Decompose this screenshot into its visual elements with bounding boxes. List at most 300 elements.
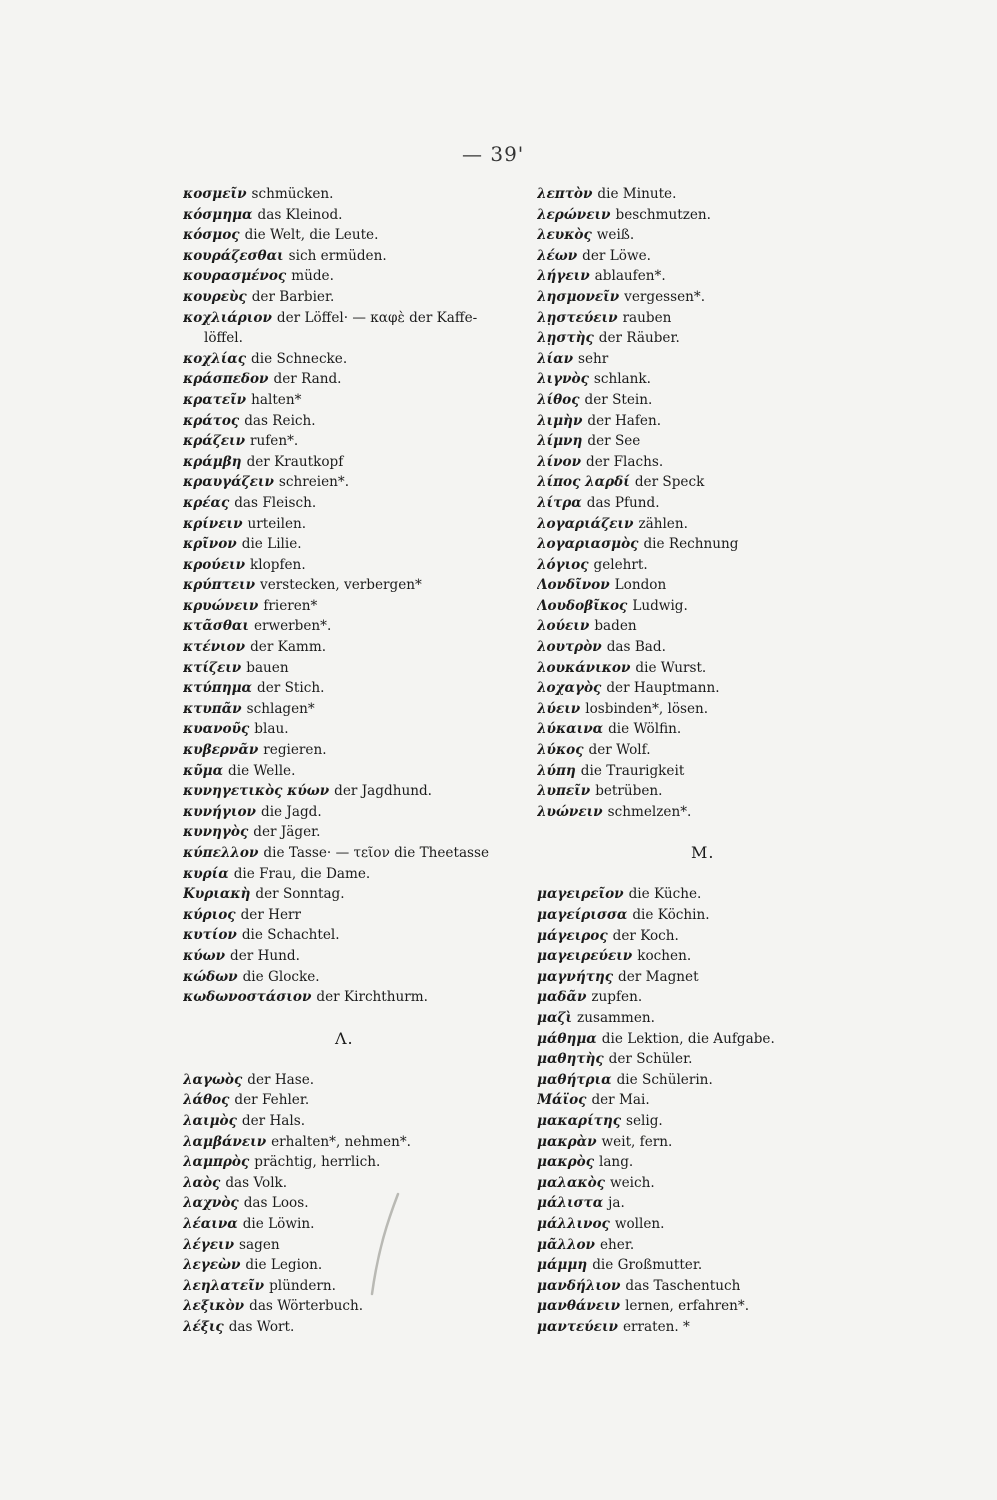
dictionary-entry <box>183 1070 528 1091</box>
greek-headword: λογαριάζειν <box>537 515 634 532</box>
german-translation: der Hase. <box>247 1071 315 1088</box>
german-translation: der Barbier. <box>251 288 335 305</box>
dictionary-entry <box>183 864 528 885</box>
dictionary-entry <box>183 1193 528 1214</box>
german-translation: die Frau, die Dame. <box>233 865 371 882</box>
german-translation: der Speck <box>634 474 705 491</box>
greek-headword: κυνήγιον <box>183 803 256 820</box>
german-translation: die Traurigkeit <box>580 762 685 779</box>
dictionary-entry <box>183 1173 528 1194</box>
german-translation: die Jagd. <box>261 803 322 820</box>
german-translation: lang. <box>598 1154 634 1171</box>
greek-headword: λευκὸς <box>537 227 592 244</box>
german-translation: gelehrt. <box>593 556 648 573</box>
greek-headword: Μάϊος <box>537 1092 587 1109</box>
dictionary-entry <box>537 946 837 967</box>
dictionary-entry <box>183 287 528 308</box>
greek-headword: λίπος λαρδί <box>537 474 630 491</box>
greek-headword: μακρὰν <box>537 1133 597 1150</box>
dictionary-entry <box>537 431 837 452</box>
dictionary-entry <box>537 452 837 473</box>
german-translation: müde. <box>291 268 334 285</box>
german-translation: der Krautkopf <box>246 453 344 470</box>
right-column <box>537 184 837 1337</box>
dictionary-entry <box>183 781 528 802</box>
greek-headword: λύκαινα <box>537 721 604 738</box>
greek-headword: κρυώνειν <box>183 597 259 614</box>
german-translation: das Wort. <box>228 1318 295 1335</box>
german-translation: losbinden*, lösen. <box>585 700 709 717</box>
german-translation: baden <box>594 618 637 635</box>
dictionary-entry <box>183 719 528 740</box>
greek-headword: μακαρίτης <box>537 1112 621 1129</box>
dictionary-entry <box>183 308 528 329</box>
german-translation: verstecken, verbergen* <box>260 577 422 594</box>
greek-headword: λυπεῖν <box>537 783 591 800</box>
german-translation: das Pfund. <box>586 494 660 511</box>
dictionary-entry <box>537 1317 837 1338</box>
dictionary-entry <box>183 884 528 905</box>
german-translation: der Hals. <box>241 1112 306 1129</box>
german-translation: weich. <box>609 1174 655 1191</box>
greek-headword: λέξις <box>183 1318 224 1335</box>
dictionary-entry <box>537 308 837 329</box>
greek-headword: κρύπτειν <box>183 577 256 594</box>
greek-headword: μαζὶ <box>537 1009 573 1026</box>
german-translation: das Loos. <box>243 1195 309 1212</box>
greek-headword: λουτρὸν <box>537 639 602 656</box>
greek-headword: κώδων <box>183 968 238 985</box>
dictionary-entry <box>183 658 528 679</box>
dictionary-entry <box>183 534 528 555</box>
german-translation: das Kleinod. <box>257 206 343 223</box>
dictionary-entry <box>183 1255 528 1276</box>
greek-headword: μαδᾶν <box>537 989 587 1006</box>
german-translation: klopfen. <box>250 556 306 573</box>
german-translation: erwerben*. <box>253 618 332 635</box>
dictionary-entry <box>183 637 528 658</box>
german-translation: erraten. * <box>622 1318 690 1335</box>
section-heading: M. <box>691 843 715 863</box>
dictionary-entry <box>537 1235 837 1256</box>
greek-headword: λαμπρὸς <box>183 1154 250 1171</box>
dictionary-entry <box>537 225 837 246</box>
dictionary-entry <box>183 967 528 988</box>
german-translation: betrüben. <box>595 783 663 800</box>
dictionary-entry <box>183 266 528 287</box>
greek-headword: κρῖνον <box>183 536 237 553</box>
dictionary-entry <box>183 1132 528 1153</box>
greek-headword: λέων <box>537 247 578 264</box>
dictionary-entry <box>183 802 528 823</box>
dictionary-entry <box>183 740 528 761</box>
page-number: — 39' <box>462 142 525 166</box>
greek-headword: Κυριακὴ <box>183 886 251 903</box>
dictionary-entry <box>537 575 837 596</box>
greek-headword: κύριος <box>183 906 236 923</box>
german-translation: weit, fern. <box>601 1133 673 1150</box>
german-translation: bauen <box>246 659 289 676</box>
greek-headword: λίμνη <box>537 433 583 450</box>
greek-headword: κτένιον <box>183 639 246 656</box>
dictionary-entry <box>537 1111 837 1132</box>
german-translation: rauben <box>622 309 672 326</box>
dictionary-entry <box>183 452 528 473</box>
dictionary-entry <box>537 534 837 555</box>
dictionary-entry <box>537 761 837 782</box>
dictionary-entry <box>183 1235 528 1256</box>
german-translation: Ludwig. <box>632 597 688 614</box>
greek-headword: κῦμα <box>183 762 224 779</box>
greek-headword: κρατεῖν <box>183 391 247 408</box>
dictionary-entry <box>537 884 837 905</box>
german-translation: das Wörterbuch. <box>249 1298 364 1315</box>
dictionary-entry <box>537 390 837 411</box>
greek-headword: κράμβη <box>183 453 242 470</box>
greek-headword: μαγειρεῖον <box>537 886 624 903</box>
german-translation: der Hund. <box>230 947 300 964</box>
german-translation: der Hafen. <box>587 412 662 429</box>
greek-headword: μανθάνειν <box>537 1298 621 1315</box>
greek-headword: λαὸς <box>183 1174 221 1191</box>
german-translation: der Mai. <box>591 1092 650 1109</box>
dictionary-entry <box>537 596 837 617</box>
dictionary-entry <box>537 1214 837 1235</box>
german-translation: prächtig, herrlich. <box>254 1154 381 1171</box>
greek-headword: κουράζεσθαι <box>183 247 284 264</box>
greek-headword: Λουδοβῖκος <box>537 597 628 614</box>
greek-headword: κυβερνᾶν <box>183 742 259 759</box>
german-translation: der Stein. <box>584 391 653 408</box>
greek-headword: κράσπεδον <box>183 371 269 388</box>
german-translation: der Rand. <box>273 371 342 388</box>
greek-headword: κράτος <box>183 412 240 429</box>
dictionary-entry <box>183 1276 528 1297</box>
german-translation: erhalten*, nehmen*. <box>271 1133 411 1150</box>
dictionary-entry <box>537 555 837 576</box>
german-translation: der Räuber. <box>598 330 680 347</box>
dictionary-entry <box>537 1049 837 1070</box>
dictionary-entry <box>537 514 837 535</box>
dictionary-entry <box>537 1090 837 1111</box>
greek-headword: λάθος <box>183 1092 230 1109</box>
greek-headword: κοσμεῖν <box>183 186 247 202</box>
greek-headword: λίθος <box>537 391 580 408</box>
dictionary-entry <box>537 328 837 349</box>
dictionary-entry <box>183 205 528 226</box>
greek-headword: κρούειν <box>183 556 246 573</box>
greek-headword: λίαν <box>537 350 574 367</box>
greek-headword: λαιμὸς <box>183 1112 237 1129</box>
german-translation: der Löwe. <box>582 247 651 264</box>
greek-headword: λεηλατεῖν <box>183 1277 265 1294</box>
german-translation: die Legion. <box>245 1257 323 1274</box>
german-translation: London <box>614 577 667 594</box>
dictionary-entry <box>537 967 837 988</box>
greek-headword: κυνηγετικὸς κύων <box>183 783 330 800</box>
dictionary-entry <box>537 987 837 1008</box>
dictionary-entry <box>537 1173 837 1194</box>
dictionary-entry <box>183 987 528 1008</box>
greek-headword: λαμβάνειν <box>183 1133 267 1150</box>
dictionary-entry <box>537 699 837 720</box>
greek-headword: κύπελλον <box>183 845 259 861</box>
german-translation: die Schnecke. <box>251 350 348 367</box>
german-translation: zählen. <box>638 515 688 532</box>
dictionary-entry <box>183 596 528 617</box>
dictionary-entry <box>183 843 528 864</box>
greek-headword: κράζειν <box>183 433 246 450</box>
german-translation: sich ermüden. <box>288 247 387 264</box>
dictionary-entry <box>183 905 528 926</box>
dictionary-entry <box>537 349 837 370</box>
dictionary-entry <box>183 246 528 267</box>
dictionary-entry <box>183 514 528 535</box>
greek-headword: μαλακὸς <box>537 1174 605 1191</box>
dictionary-entry <box>183 555 528 576</box>
dictionary-entry <box>537 266 837 287</box>
greek-headword: λερώνειν <box>537 206 611 223</box>
greek-headword: μακρὸς <box>537 1154 594 1171</box>
german-translation: der Hauptmann. <box>606 680 720 697</box>
dictionary-entry <box>183 761 528 782</box>
german-translation: löffel. <box>204 330 243 347</box>
greek-headword: μάλλινος <box>537 1215 610 1232</box>
greek-headword: κυνηγὸς <box>183 824 249 841</box>
dictionary-entry <box>537 1029 837 1050</box>
greek-headword: μαθητὴς <box>537 1051 604 1068</box>
german-translation: das Fleisch. <box>234 494 317 511</box>
german-translation: die Lilie. <box>241 536 302 553</box>
german-translation: der Löffel· — καφὲ der Kaffe- <box>276 309 478 326</box>
greek-headword: κρίνειν <box>183 515 243 532</box>
greek-headword: κτύπημα <box>183 680 253 697</box>
dictionary-entry <box>537 472 837 493</box>
german-translation: urteilen. <box>247 515 307 532</box>
german-translation: die Küche. <box>628 886 702 903</box>
greek-headword: κτυπᾶν <box>183 700 242 717</box>
dictionary-entry <box>537 637 837 658</box>
german-translation: der Flachs. <box>586 453 664 470</box>
german-translation: die Löwin. <box>242 1215 315 1232</box>
dictionary-entry <box>183 184 528 205</box>
greek-headword: λαχνὸς <box>183 1195 239 1212</box>
greek-headword: κόσμος <box>183 227 240 244</box>
greek-headword: λούειν <box>537 618 590 635</box>
greek-headword: λύκος <box>537 742 584 759</box>
german-translation: der Jagdhund. <box>334 783 432 800</box>
german-translation: der Fehler. <box>234 1092 310 1109</box>
dictionary-entry <box>537 493 837 514</box>
german-translation: der See <box>587 433 641 450</box>
german-translation: blau. <box>254 721 289 738</box>
german-translation: der Stich. <box>257 680 325 697</box>
greek-headword: μάθημα <box>537 1030 597 1047</box>
german-translation: sehr <box>578 350 609 367</box>
dictionary-entry <box>183 616 528 637</box>
german-translation: die Lektion, die Aufgabe. <box>601 1030 775 1047</box>
german-translation: die Großmutter. <box>592 1257 703 1274</box>
greek-headword: λαγωὸς <box>183 1071 243 1088</box>
german-translation: die Minute. <box>597 186 677 202</box>
german-translation: der Schüler. <box>608 1051 693 1068</box>
greek-headword: μάμμη <box>537 1257 588 1274</box>
german-translation: die Welt, die Leute. <box>244 227 379 244</box>
dictionary-entry <box>183 1111 528 1132</box>
greek-headword: κύων <box>183 947 225 964</box>
german-translation: frieren* <box>263 597 318 614</box>
greek-headword: κόσμημα <box>183 206 253 223</box>
dictionary-entry <box>537 1276 837 1297</box>
german-translation: zusammen. <box>577 1009 655 1026</box>
greek-headword: μάγειρος <box>537 927 608 944</box>
german-translation: der Kamm. <box>250 639 327 656</box>
dictionary-entry <box>537 1008 837 1029</box>
dictionary-entry <box>183 1214 528 1235</box>
greek-headword: κτᾶσθαι <box>183 618 249 635</box>
dictionary-entry <box>183 328 528 349</box>
greek-headword: κυρία <box>183 865 229 882</box>
greek-headword: λόγιος <box>537 556 589 573</box>
german-translation: wollen. <box>614 1215 665 1232</box>
dictionary-entry <box>183 1317 528 1338</box>
dictionary-entry <box>183 678 528 699</box>
german-translation: der Magnet <box>618 968 699 985</box>
german-translation: das Bad. <box>606 639 666 656</box>
german-translation: selig. <box>626 1112 663 1129</box>
german-translation: die Glocke. <box>242 968 320 985</box>
dictionary-entry <box>183 575 528 596</box>
greek-headword: λογαριασμὸς <box>537 536 639 553</box>
dictionary-entry <box>537 184 837 205</box>
dictionary-entry <box>183 493 528 514</box>
greek-headword: λέγειν <box>183 1236 235 1253</box>
dictionary-entry <box>183 1296 528 1317</box>
german-translation: sagen <box>239 1236 280 1253</box>
dictionary-entry <box>183 822 528 843</box>
german-translation: plündern. <box>269 1277 336 1294</box>
dictionary-entry <box>183 699 528 720</box>
german-translation: die Welle. <box>228 762 296 779</box>
dictionary-entry <box>537 719 837 740</box>
dictionary-entry <box>183 1152 528 1173</box>
german-translation: schlank. <box>593 371 651 388</box>
greek-headword: Λονδῖνον <box>537 577 610 594</box>
greek-headword: κυανοῦς <box>183 721 250 738</box>
german-translation: der Sonntag. <box>255 886 345 903</box>
german-translation: zupfen. <box>591 989 643 1006</box>
dictionary-entry <box>537 1193 837 1214</box>
greek-headword: λεπτὸν <box>537 186 593 202</box>
greek-headword: λύειν <box>537 700 581 717</box>
greek-headword: μαγειρεύειν <box>537 948 633 965</box>
dictionary-entry <box>537 781 837 802</box>
german-translation: der Herr <box>240 906 302 923</box>
greek-headword: κραυγάζειν <box>183 474 274 491</box>
greek-headword: κουρασμένος <box>183 268 287 285</box>
dictionary-entry <box>183 349 528 370</box>
greek-headword: κρέας <box>183 494 230 511</box>
section-heading: Λ. <box>335 1028 354 1048</box>
dictionary-entry <box>537 246 837 267</box>
greek-headword: κωδωνοστάσιον <box>183 989 312 1006</box>
greek-headword: λουκάνικον <box>537 659 631 676</box>
greek-headword: λίτρα <box>537 494 582 511</box>
greek-headword: κτίζειν <box>183 659 242 676</box>
greek-headword: μαγνήτης <box>537 968 614 985</box>
greek-headword: μανδήλιον <box>537 1277 621 1294</box>
greek-headword: κοχλίας <box>183 350 247 367</box>
german-translation: schreien*. <box>278 474 350 491</box>
german-translation: regieren. <box>263 742 327 759</box>
greek-headword: λιμὴν <box>537 412 583 429</box>
german-translation: der Jäger. <box>253 824 321 841</box>
greek-headword: μᾶλλον <box>537 1236 595 1253</box>
greek-headword: λύπη <box>537 762 576 779</box>
german-translation: die Rechnung <box>643 536 739 553</box>
greek-headword: κοχλιάριον <box>183 309 272 326</box>
dictionary-entry <box>537 205 837 226</box>
dictionary-entry <box>183 1090 528 1111</box>
greek-headword: λῃστὴς <box>537 330 594 347</box>
pencil-mark <box>364 1190 404 1300</box>
dictionary-entry <box>183 411 528 432</box>
greek-headword: λήγειν <box>537 268 590 285</box>
greek-headword: λησμονεῖν <box>537 288 620 305</box>
left-column <box>183 184 528 1337</box>
german-translation: der Wolf. <box>588 742 651 759</box>
dictionary-entry <box>537 1132 837 1153</box>
dictionary-entry <box>537 616 837 637</box>
dictionary-entry <box>537 678 837 699</box>
german-translation: rufen*. <box>250 433 299 450</box>
greek-headword: κυτίον <box>183 927 237 944</box>
greek-headword: λοχαγὸς <box>537 680 602 697</box>
dictionary-entry <box>537 926 837 947</box>
greek-headword: λιγνὸς <box>537 371 589 388</box>
dictionary-entry <box>537 658 837 679</box>
german-translation: die Schachtel. <box>241 927 340 944</box>
dictionary-entry <box>183 225 528 246</box>
german-translation: der Kirchthurm. <box>316 989 428 1006</box>
dictionary-entry <box>537 1296 837 1317</box>
greek-headword: λίνον <box>537 453 582 470</box>
greek-headword: λέαινα <box>183 1215 238 1232</box>
dictionary-entry <box>183 925 528 946</box>
german-translation: das Volk. <box>225 1174 288 1191</box>
german-translation: die Wölfin. <box>608 721 682 738</box>
german-translation: der Koch. <box>612 927 679 944</box>
dictionary-entry <box>537 740 837 761</box>
dictionary-entry <box>537 287 837 308</box>
greek-headword: λεξικὸν <box>183 1298 245 1315</box>
dictionary-entry <box>183 946 528 967</box>
dictionary-entry <box>537 411 837 432</box>
german-translation: das Taschentuch <box>625 1277 741 1294</box>
dictionary-entry <box>537 905 837 926</box>
german-translation: schmücken. <box>251 186 334 202</box>
german-translation: die Tasse· — τεῖον die Theetasse <box>263 845 490 861</box>
greek-headword: κουρεὺς <box>183 288 247 305</box>
german-translation: ablaufen*. <box>594 268 666 285</box>
german-translation: kochen. <box>637 948 692 965</box>
dictionary-entry <box>183 390 528 411</box>
german-translation: lernen, erfahren*. <box>625 1298 750 1315</box>
dictionary-entry <box>537 1070 837 1091</box>
german-translation: die Köchin. <box>632 907 710 923</box>
greek-headword: μάλιστα <box>537 1195 604 1212</box>
dictionary-entry <box>183 369 528 390</box>
